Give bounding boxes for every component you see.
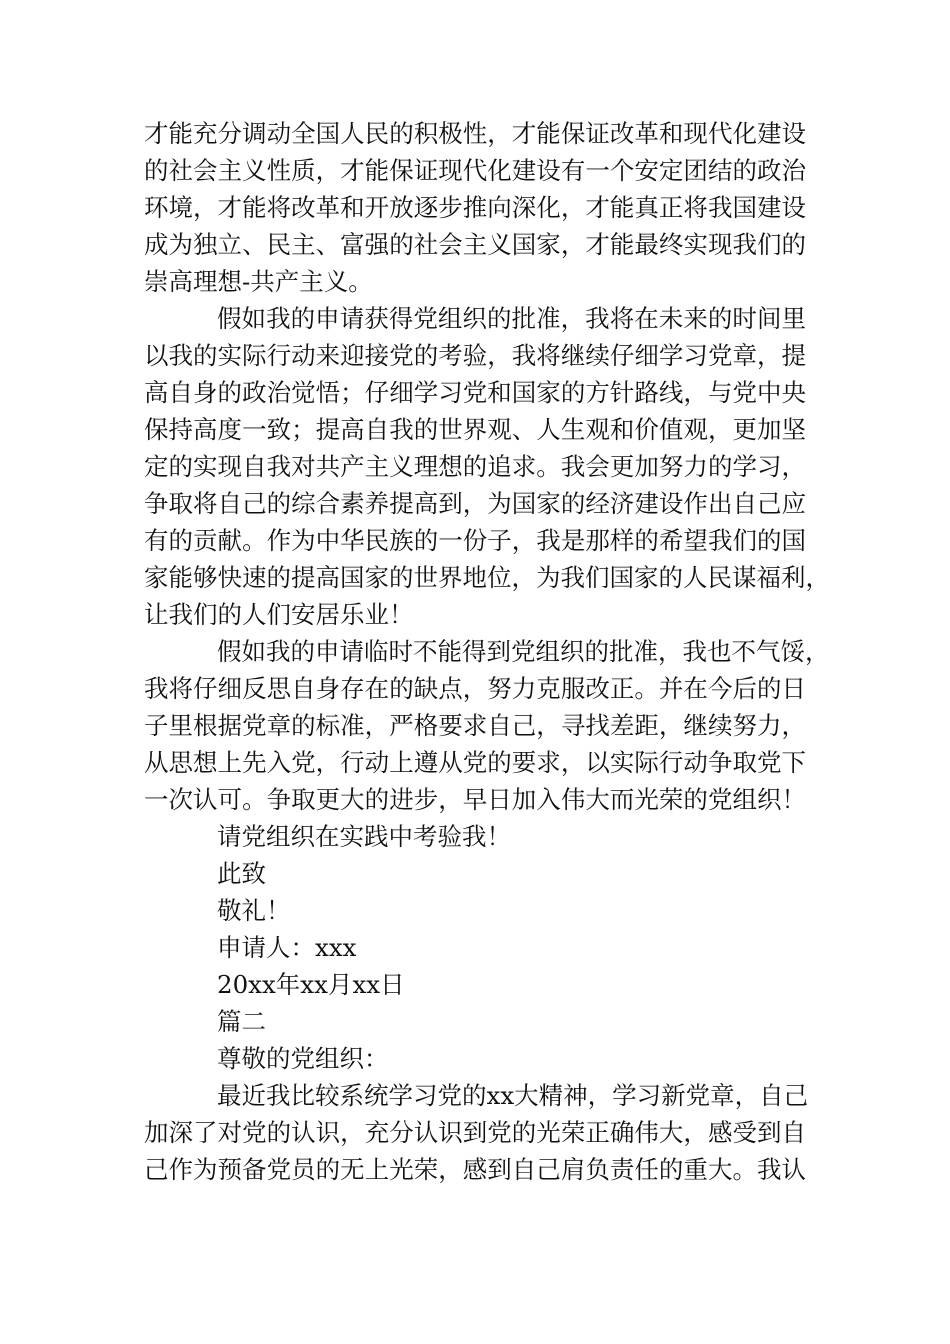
text-line: 有的贡献。作为中华民族的一份子，我是那样的希望我们的国 — [144, 526, 806, 555]
paragraph-p3-not-approved — [144, 633, 830, 818]
paragraph-section-two-header — [144, 1003, 806, 1077]
text-line: 成为独立、民主、富强的社会主义国家，才能最终实现我们的 — [144, 230, 806, 259]
paragraph-p2-approved — [144, 300, 830, 633]
text-line: 保持高度一致；提高自我的世界观、人生观和价值观，更加坚 — [144, 415, 806, 444]
text-line: 假如我的申请临时不能得到党组织的批准，我也不气馁， — [217, 637, 830, 666]
text-line: 20xx年xx月xx日 — [217, 970, 405, 999]
text-line: 最近我比较系统学习党的xx大精神，学习新党章，自己 — [217, 1081, 809, 1110]
text-line: 加深了对党的认识，充分认识到党的光荣正确伟大，感受到自 — [144, 1118, 806, 1147]
paragraph-closing — [144, 818, 806, 1003]
text-line: 以我的实际行动来迎接党的考验，我将继续仔细学习党章，提 — [144, 341, 806, 370]
text-line: 从思想上先入党，行动上遵从党的要求，以实际行动争取党下 — [144, 748, 806, 777]
document-body — [144, 115, 830, 1188]
text-line: 高自身的政治觉悟；仔细学习党和国家的方针路线，与党中央 — [144, 378, 806, 407]
text-line: 尊敬的党组织： — [217, 1044, 389, 1073]
text-line: 定的实现自我对共产主义理想的追求。我会更加努力的学习， — [144, 452, 806, 481]
text-line: 此致 — [217, 859, 266, 888]
text-line: 才能充分调动全国人民的积极性，才能保证改革和现代化建设 — [144, 119, 806, 148]
text-line: 敬礼！ — [217, 896, 291, 925]
text-line: 子里根据党章的标准，严格要求自己，寻找差距，继续努力， — [144, 711, 806, 740]
text-line: 让我们的人们安居乐业！ — [144, 600, 414, 629]
text-line: 争取将自己的综合素养提高到，为国家的经济建设作出自己应 — [144, 489, 806, 518]
text-line: 假如我的申请获得党组织的批准，我将在未来的时间里 — [217, 304, 806, 333]
paragraph-p1-continued — [144, 115, 806, 300]
text-line: 我将仔细反思自身存在的缺点，努力克服改正。并在今后的日 — [144, 674, 806, 703]
text-line: 一次认可。争取更大的进步，早日加入伟大而光荣的党组织！ — [144, 785, 806, 814]
text-line: 篇二 — [217, 1007, 266, 1036]
text-line: 申请人：xxx — [217, 933, 357, 962]
text-line: 的社会主义性质，才能保证现代化建设有一个安定团结的政治 — [144, 156, 806, 185]
text-line: 环境，才能将改革和开放逐步推向深化，才能真正将我国建设 — [144, 193, 806, 222]
text-line: 家能够快速的提高国家的世界地位，为我们国家的人民谋福利， — [144, 563, 830, 592]
text-line: 己作为预备党员的无上光荣，感到自己肩负责任的重大。我认 — [144, 1155, 806, 1184]
text-line: 崇高理想-共产主义。 — [144, 267, 373, 296]
text-line: 请党组织在实践中考验我！ — [217, 822, 511, 851]
paragraph-p4-section-two — [144, 1077, 809, 1188]
